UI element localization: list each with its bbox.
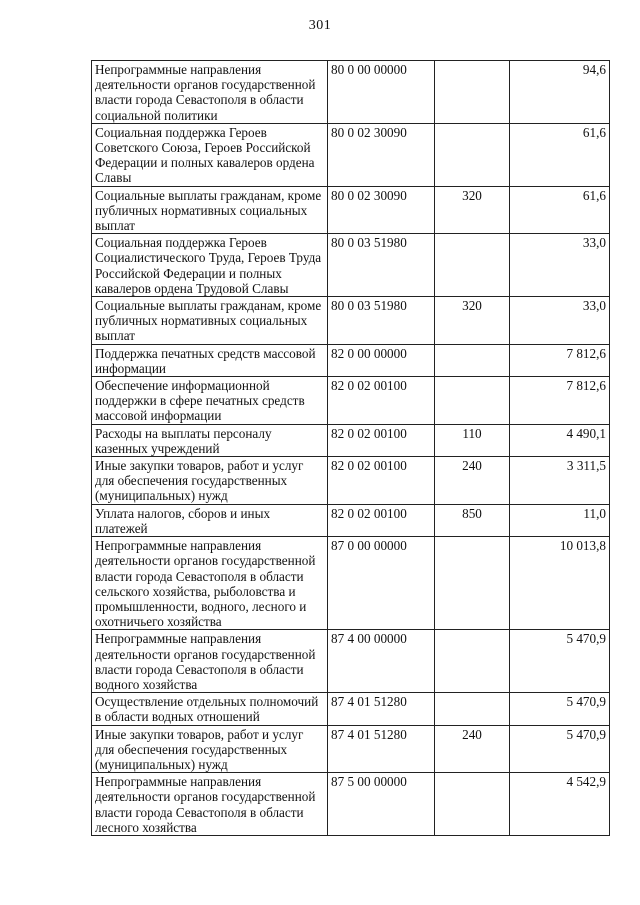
table-row [92, 504, 610, 536]
row-expense-type-cell: 320 [435, 297, 510, 345]
row-name-cell: Непрограммные направления деятельности органов государственной власти города Севастополя в области социальной политики [92, 61, 328, 124]
row-amount-cell: 61,6 [510, 186, 610, 234]
table-row [92, 123, 610, 186]
row-amount-cell: 33,0 [510, 234, 610, 297]
row-name-cell: Социальные выплаты гражданам, кроме публичных нормативных социальных выплат [92, 186, 328, 234]
table-row [92, 725, 610, 773]
row-amount-cell: 5 470,9 [510, 630, 610, 693]
row-expense-type-cell: 110 [435, 424, 510, 456]
row-code-cell: 87 0 00 00000 [328, 537, 435, 630]
table-row [92, 773, 610, 836]
row-expense-type-cell [435, 61, 510, 124]
row-name-cell: Непрограммные направления деятельности органов государственной власти города Севастополя в области водного хозяйства [92, 630, 328, 693]
row-amount-cell: 5 470,9 [510, 725, 610, 773]
table-row [92, 297, 610, 345]
row-expense-type-cell: 850 [435, 504, 510, 536]
row-name-cell: Социальные выплаты гражданам, кроме публичных нормативных социальных выплат [92, 297, 328, 345]
row-amount-cell: 7 812,6 [510, 377, 610, 425]
table-row [92, 344, 610, 376]
row-expense-type-cell [435, 344, 510, 376]
row-code-cell: 82 0 02 00100 [328, 424, 435, 456]
row-expense-type-cell [435, 377, 510, 425]
table-row [92, 186, 610, 234]
row-amount-cell: 94,6 [510, 61, 610, 124]
row-expense-type-cell: 240 [435, 725, 510, 773]
row-expense-type-cell [435, 537, 510, 630]
row-expense-type-cell [435, 693, 510, 725]
row-code-cell: 80 0 00 00000 [328, 61, 435, 124]
row-name-cell: Непрограммные направления деятельности органов государственной власти города Севастополя в области лесного хозяйства [92, 773, 328, 836]
row-expense-type-cell: 240 [435, 457, 510, 505]
table-row [92, 537, 610, 630]
row-name-cell: Уплата налогов, сборов и иных платежей [92, 504, 328, 536]
row-code-cell: 87 4 01 51280 [328, 693, 435, 725]
row-code-cell: 87 4 00 00000 [328, 630, 435, 693]
page-number: 301 [308, 18, 332, 33]
table-row [92, 424, 610, 456]
row-amount-cell: 33,0 [510, 297, 610, 345]
budget-table [91, 60, 610, 836]
row-code-cell: 80 0 02 30090 [328, 186, 435, 234]
row-code-cell: 80 0 03 51980 [328, 297, 435, 345]
row-name-cell: Иные закупки товаров, работ и услуг для обеспечения государственных (муниципальных) нужд [92, 725, 328, 773]
row-expense-type-cell [435, 234, 510, 297]
row-code-cell: 82 0 02 00100 [328, 377, 435, 425]
row-name-cell: Обеспечение информационной поддержки в сфере печатных средств массовой информации [92, 377, 328, 425]
row-code-cell: 82 0 00 00000 [328, 344, 435, 376]
row-amount-cell: 4 542,9 [510, 773, 610, 836]
row-code-cell: 80 0 02 30090 [328, 123, 435, 186]
row-name-cell: Осуществление отдельных полномочий в области водных отношений [92, 693, 328, 725]
table-row [92, 234, 610, 297]
row-code-cell: 87 5 00 00000 [328, 773, 435, 836]
row-amount-cell: 11,0 [510, 504, 610, 536]
row-amount-cell: 10 013,8 [510, 537, 610, 630]
row-name-cell: Поддержка печатных средств массовой информации [92, 344, 328, 376]
row-code-cell: 87 4 01 51280 [328, 725, 435, 773]
table-row [92, 61, 610, 124]
row-code-cell: 82 0 02 00100 [328, 504, 435, 536]
row-name-cell: Иные закупки товаров, работ и услуг для обеспечения государственных (муниципальных) нужд [92, 457, 328, 505]
row-name-cell: Непрограммные направления деятельности органов государственной власти города Севастополя в области сельского хозяйства, рыболовства и промышленности, водного, лесного и охотничьего хозяйства [92, 537, 328, 630]
row-amount-cell: 61,6 [510, 123, 610, 186]
row-amount-cell: 3 311,5 [510, 457, 610, 505]
row-code-cell: 82 0 02 00100 [328, 457, 435, 505]
row-name-cell: Социальная поддержка Героев Социалистического Труда, Героев Труда Российской Федерации и полных кавалеров ордена Трудовой Славы [92, 234, 328, 297]
row-expense-type-cell: 320 [435, 186, 510, 234]
table-row [92, 693, 610, 725]
row-expense-type-cell [435, 123, 510, 186]
row-amount-cell: 5 470,9 [510, 693, 610, 725]
row-amount-cell: 4 490,1 [510, 424, 610, 456]
row-expense-type-cell [435, 630, 510, 693]
table-row [92, 630, 610, 693]
row-amount-cell: 7 812,6 [510, 344, 610, 376]
table-row [92, 457, 610, 505]
row-expense-type-cell [435, 773, 510, 836]
budget-table-body [92, 61, 610, 836]
row-code-cell: 80 0 03 51980 [328, 234, 435, 297]
row-name-cell: Социальная поддержка Героев Советского Союза, Героев Российской Федерации и полных кавалеров ордена Славы [92, 123, 328, 186]
row-name-cell: Расходы на выплаты персоналу казенных учреждений [92, 424, 328, 456]
table-row [92, 377, 610, 425]
